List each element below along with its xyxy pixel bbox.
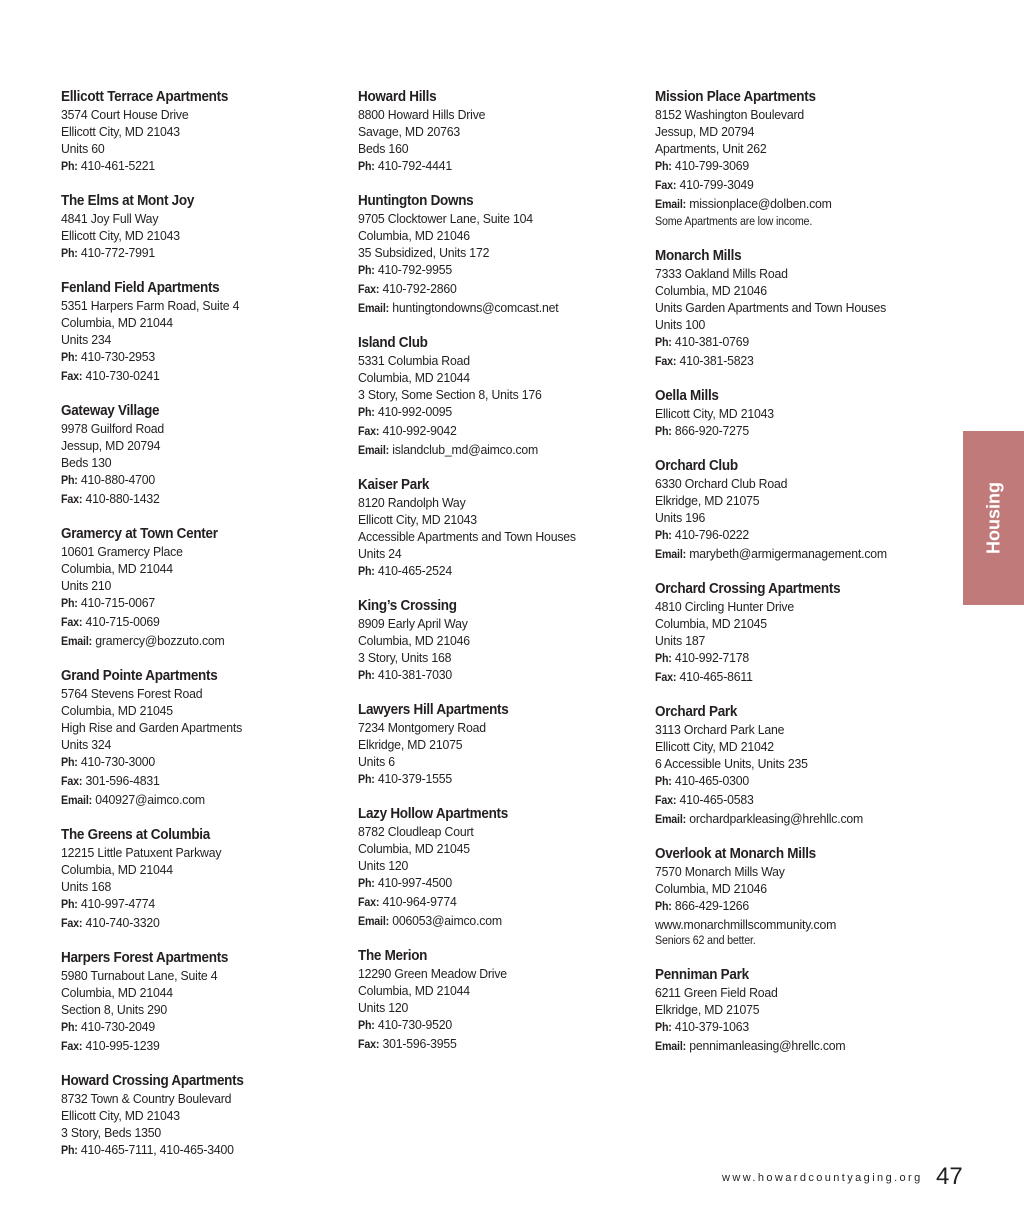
listing-detail-line: Beds 160 — [358, 141, 409, 156]
contact-value: missionplace@dolben.com — [689, 196, 832, 211]
contact-value: 410-997-4500 — [377, 875, 453, 890]
listing-contact-line — [655, 195, 906, 214]
listing-detail-line: 8120 Randolph Way — [358, 495, 466, 510]
contact-label: Fax: — [61, 494, 83, 506]
contact-label: Ph: — [655, 530, 672, 542]
listing-detail-line: 3113 Orchard Park Lane — [655, 722, 785, 737]
listing-entry — [61, 827, 341, 933]
listing-detail-line: 6 Accessible Units, Units 235 — [655, 756, 808, 771]
listing-entry — [61, 668, 341, 810]
listing-detail-line: Seniors 62 and better. — [655, 935, 756, 947]
listing-detail-line: 8152 Washington Boulevard — [655, 107, 804, 122]
listing-contact-line — [61, 594, 321, 613]
listing-contact-line — [61, 244, 321, 263]
contact-label: Email: — [655, 549, 686, 561]
listing-name: Huntington Downs — [358, 193, 474, 209]
listing-contact-line — [61, 895, 321, 914]
listing-name: Lazy Hollow Apartments — [358, 806, 508, 822]
listing-detail-line: Columbia, MD 21044 — [61, 862, 173, 877]
listing-name: Orchard Park — [655, 704, 738, 720]
listing-detail-line: Columbia, MD 21046 — [358, 228, 470, 243]
listing-contact-line — [655, 157, 906, 176]
listing-detail-line: Elkridge, MD 21075 — [655, 493, 760, 508]
listing-name: Penniman Park — [655, 967, 749, 983]
listing-detail-line: Elkridge, MD 21075 — [655, 1002, 760, 1017]
listing-contact-line — [358, 912, 618, 931]
contact-label: Fax: — [655, 795, 677, 807]
contact-value: 410-992-9042 — [382, 423, 457, 438]
contact-value: 410-465-0300 — [674, 773, 750, 788]
listing-detail-line: Accessible Apartments and Town Houses — [358, 529, 576, 544]
contact-label: Fax: — [358, 426, 380, 438]
listing-contact-line — [358, 280, 618, 299]
listing-contact-line — [61, 613, 321, 632]
listing-entry — [61, 403, 341, 509]
contact-value: 040927@aimco.com — [95, 792, 205, 807]
listing-detail-line: 3 Story, Units 168 — [358, 650, 452, 665]
listing-entry — [61, 89, 341, 176]
contact-value: 301-596-3955 — [382, 1036, 457, 1051]
listing-detail-line: 9705 Clocktower Lane, Suite 104 — [358, 211, 533, 226]
contact-value: 410-465-0583 — [679, 792, 754, 807]
contact-value: 410-880-4700 — [80, 472, 156, 487]
contact-label: Ph: — [61, 1022, 78, 1034]
contact-label: Fax: — [61, 1041, 83, 1053]
listing-detail-line: 6330 Orchard Club Road — [655, 476, 788, 491]
listing-contact-line — [61, 1037, 321, 1056]
contact-label: Ph: — [358, 566, 375, 578]
listing-detail-line: Columbia, MD 21045 — [655, 616, 767, 631]
listing-detail-line: Units 120 — [358, 858, 409, 873]
contact-value: 410-799-3069 — [674, 158, 750, 173]
listing-name: The Greens at Columbia — [61, 827, 210, 843]
listing-detail-line: Units 210 — [61, 578, 112, 593]
listing-detail-line: 7333 Oakland Mills Road — [655, 266, 788, 281]
listing-entry — [358, 948, 638, 1054]
contact-label: Email: — [655, 199, 686, 211]
listing-detail-line: Beds 130 — [61, 455, 112, 470]
listing-detail-line: Savage, MD 20763 — [358, 124, 461, 139]
contact-value: 410-461-5221 — [80, 158, 156, 173]
page-number: 47 — [936, 1163, 963, 1190]
contact-label: Fax: — [61, 776, 83, 788]
listing-detail-line: 5764 Stevens Forest Road — [61, 686, 203, 701]
listing-detail-line: 10601 Gramercy Place — [61, 544, 183, 559]
contact-value: 410-992-7178 — [674, 650, 750, 665]
listing-contact-line — [61, 348, 321, 367]
listing-contact-line — [655, 333, 906, 352]
listing-detail-line: Columbia, MD 21046 — [655, 881, 767, 896]
contact-label: Email: — [358, 916, 389, 928]
listing-contact-line — [358, 562, 618, 581]
listing-contact-line — [61, 914, 321, 933]
contact-label: Email: — [61, 636, 92, 648]
listing-name: Grand Pointe Apartments — [61, 668, 218, 684]
contact-label: Ph: — [61, 248, 78, 260]
listing-contact-line — [358, 441, 618, 460]
listing-entry — [358, 806, 638, 931]
section-tab-housing — [963, 431, 1024, 605]
contact-value: 410-792-4441 — [377, 158, 453, 173]
contact-label: Fax: — [358, 897, 380, 909]
contact-label: Ph: — [655, 426, 672, 438]
contact-value: gramercy@bozzuto.com — [95, 633, 225, 648]
listing-detail-line: 4810 Circling Hunter Drive — [655, 599, 794, 614]
listing-detail-line: Ellicott City, MD 21042 — [655, 739, 774, 754]
contact-label: Ph: — [655, 1022, 672, 1034]
listing-entry — [655, 89, 925, 231]
contact-label: Ph: — [655, 776, 672, 788]
contact-value: 410-796-0222 — [674, 527, 750, 542]
listing-detail-line: Columbia, MD 21045 — [61, 703, 173, 718]
contact-value: 410-995-1239 — [85, 1038, 160, 1053]
listing-name: Harpers Forest Apartments — [61, 950, 229, 966]
listing-detail-line: 3 Story, Some Section 8, Units 176 — [358, 387, 542, 402]
contact-label: Ph: — [358, 265, 375, 277]
listing-entry — [358, 598, 638, 685]
listing-detail-line: Columbia, MD 21044 — [358, 370, 470, 385]
listing-contact-line — [61, 753, 321, 772]
listing-contact-line — [655, 352, 906, 371]
listing-entry — [655, 388, 925, 441]
listing-detail-line: 8732 Town & Country Boulevard — [61, 1091, 232, 1106]
listing-entry — [61, 280, 341, 386]
listing-contact-line — [61, 367, 321, 386]
listing-detail-line: Elkridge, MD 21075 — [358, 737, 463, 752]
listing-detail-line: 12215 Little Patuxent Parkway — [61, 845, 222, 860]
contact-label: Fax: — [358, 284, 380, 296]
listing-name: Orchard Crossing Apartments — [655, 581, 841, 597]
contact-label: Ph: — [61, 899, 78, 911]
listing-contact-line — [61, 157, 321, 176]
listing-detail-line: 8909 Early April Way — [358, 616, 468, 631]
listing-contact-line — [655, 1018, 906, 1037]
contact-value: 410-465-2524 — [377, 563, 453, 578]
contact-value: 006053@aimco.com — [392, 913, 502, 928]
listing-detail-line: Jessup, MD 20794 — [655, 124, 755, 139]
listing-entry — [655, 704, 925, 829]
listing-detail-line: Columbia, MD 21046 — [358, 633, 470, 648]
listing-contact-line — [358, 157, 618, 176]
listing-entry — [358, 89, 638, 176]
listing-detail-line: Ellicott City, MD 21043 — [358, 512, 477, 527]
listing-contact-line — [358, 1016, 618, 1035]
listing-detail-line: 12290 Green Meadow Drive — [358, 966, 507, 981]
contact-value: 410-381-5823 — [679, 353, 754, 368]
listing-detail-line: www.monarchmillscommunity.com — [655, 917, 837, 932]
contact-label: Email: — [358, 445, 389, 457]
listing-contact-line — [358, 422, 618, 441]
listing-detail-line: Apartments, Unit 262 — [655, 141, 767, 156]
listing-contact-line — [655, 1037, 906, 1056]
contact-value: 410-379-1063 — [674, 1019, 750, 1034]
contact-label: Ph: — [655, 901, 672, 913]
contact-value: orchardparkleasing@hrehllc.com — [689, 811, 864, 826]
contact-value: 410-465-8611 — [679, 669, 753, 684]
listing-detail-line: 6211 Green Field Road — [655, 985, 778, 1000]
listing-name: Lawyers Hill Apartments — [358, 702, 509, 718]
listing-detail-line: Columbia, MD 21044 — [61, 315, 173, 330]
contact-label: Fax: — [61, 918, 83, 930]
contact-label: Email: — [655, 814, 686, 826]
contact-value: 410-730-2953 — [80, 349, 156, 364]
contact-label: Fax: — [655, 180, 677, 192]
listing-detail-line: Units 187 — [655, 633, 706, 648]
listing-contact-line — [61, 632, 321, 651]
listing-detail-line: Columbia, MD 21046 — [655, 283, 767, 298]
listing-column-1 — [61, 89, 341, 1177]
listing-detail-line: 8800 Howard Hills Drive — [358, 107, 486, 122]
listing-contact-line — [358, 261, 618, 280]
listing-entry — [358, 335, 638, 460]
listing-detail-line: Units 6 — [358, 754, 395, 769]
contact-value: 410-715-0067 — [80, 595, 156, 610]
listing-detail-line: Ellicott City, MD 21043 — [61, 124, 180, 139]
listing-contact-line — [655, 176, 906, 195]
contact-label: Fax: — [61, 617, 83, 629]
listing-name: Howard Hills — [358, 89, 437, 105]
listing-contact-line — [358, 403, 618, 422]
listing-detail-line: Units 196 — [655, 510, 706, 525]
listing-detail-line: 7570 Monarch Mills Way — [655, 864, 785, 879]
contact-value: 866-920-7275 — [674, 423, 750, 438]
listing-detail-line: Units 168 — [61, 879, 112, 894]
listing-name: Oella Mills — [655, 388, 719, 404]
contact-value: 410-465-7111, 410-465-3400 — [80, 1142, 234, 1157]
listing-contact-line — [655, 668, 906, 687]
listing-contact-line — [358, 299, 618, 318]
contact-value: 410-730-3000 — [80, 754, 156, 769]
contact-label: Email: — [655, 1041, 686, 1053]
contact-label: Fax: — [655, 672, 677, 684]
listing-detail-line: 9978 Guilford Road — [61, 421, 165, 436]
contact-value: islandclub_md@aimco.com — [392, 442, 539, 457]
listing-detail-line: Ellicott City, MD 21043 — [61, 1108, 180, 1123]
listing-detail-line: Columbia, MD 21045 — [358, 841, 470, 856]
listing-contact-line — [358, 874, 618, 893]
listing-name: Mission Place Apartments — [655, 89, 816, 105]
listing-detail-line: 5351 Harpers Farm Road, Suite 4 — [61, 298, 240, 313]
listing-contact-line — [655, 422, 906, 441]
listing-detail-line: 3574 Court House Drive — [61, 107, 189, 122]
listing-entry — [655, 581, 925, 687]
listing-contact-line — [358, 893, 618, 912]
contact-label: Ph: — [358, 878, 375, 890]
listing-name: Monarch Mills — [655, 248, 742, 264]
listing-detail-line: 3 Story, Beds 1350 — [61, 1125, 162, 1140]
contact-value: 410-997-4774 — [80, 896, 156, 911]
contact-label: Fax: — [61, 371, 83, 383]
listing-entry — [655, 458, 925, 564]
listing-contact-line — [358, 1035, 618, 1054]
contact-value: 410-715-0069 — [85, 614, 160, 629]
contact-label: Ph: — [61, 161, 78, 173]
contact-label: Email: — [61, 795, 92, 807]
listing-name: Fenland Field Apartments — [61, 280, 220, 296]
contact-label: Ph: — [61, 475, 78, 487]
listing-contact-line — [655, 772, 906, 791]
contact-value: 410-964-9774 — [382, 894, 457, 909]
listing-contact-line — [655, 545, 906, 564]
listing-entry — [655, 248, 925, 371]
listing-entry — [61, 526, 341, 651]
listing-entry — [61, 193, 341, 263]
contact-label: Fax: — [655, 356, 677, 368]
contact-label: Ph: — [358, 161, 375, 173]
listing-detail-line: 4841 Joy Full Way — [61, 211, 159, 226]
contact-label: Ph: — [61, 757, 78, 769]
contact-label: Ph: — [358, 670, 375, 682]
listing-entry — [61, 950, 341, 1056]
contact-label: Ph: — [61, 352, 78, 364]
contact-value: 410-379-1555 — [377, 771, 453, 786]
listing-detail-line: Units 100 — [655, 317, 706, 332]
listing-contact-line — [655, 810, 906, 829]
listing-entry — [61, 1073, 341, 1160]
listing-contact-line — [655, 649, 906, 668]
listing-contact-line — [61, 1018, 321, 1037]
listing-detail-line: Some Apartments are low income. — [655, 216, 813, 228]
listing-name: Overlook at Monarch Mills — [655, 846, 816, 862]
contact-value: 410-730-9520 — [377, 1017, 453, 1032]
contact-label: Ph: — [61, 1145, 78, 1157]
listing-name: Kaiser Park — [358, 477, 430, 493]
section-tab-label: Housing — [983, 482, 1003, 554]
listing-name: The Merion — [358, 948, 428, 964]
listing-entry — [358, 702, 638, 789]
listing-contact-line — [655, 791, 906, 810]
listing-detail-line: Columbia, MD 21044 — [61, 561, 173, 576]
contact-value: 301-596-4831 — [85, 773, 160, 788]
listing-name: Island Club — [358, 335, 428, 351]
footer-website-url: www.howardcountyaging.org — [722, 1172, 923, 1184]
contact-label: Ph: — [358, 774, 375, 786]
listing-contact-line — [61, 772, 321, 791]
contact-value: 410-730-2049 — [80, 1019, 156, 1034]
contact-value: 410-730-0241 — [85, 368, 160, 383]
contact-value: 410-792-9955 — [377, 262, 453, 277]
contact-value: 410-799-3049 — [679, 177, 754, 192]
listing-detail-line: Ellicott City, MD 21043 — [655, 406, 774, 421]
listing-contact-line — [61, 1141, 321, 1160]
contact-value: huntingtondowns@comcast.net — [392, 300, 559, 315]
listing-detail-line: 8782 Cloudleap Court — [358, 824, 474, 839]
contact-label: Ph: — [358, 1020, 375, 1032]
contact-label: Email: — [358, 303, 389, 315]
listing-contact-line — [61, 490, 321, 509]
listing-detail-line: High Rise and Garden Apartments — [61, 720, 243, 735]
listing-contact-line — [655, 897, 906, 916]
listing-detail-line: 5331 Columbia Road — [358, 353, 470, 368]
contact-value: 866-429-1266 — [674, 898, 750, 913]
contact-value: 410-880-1432 — [85, 491, 160, 506]
listing-detail-line: Columbia, MD 21044 — [358, 983, 470, 998]
listing-contact-line — [61, 791, 321, 810]
listing-detail-line: 7234 Montgomery Road — [358, 720, 486, 735]
contact-value: 410-381-0769 — [674, 334, 750, 349]
listing-detail-line: Units 120 — [358, 1000, 409, 1015]
listing-name: The Elms at Mont Joy — [61, 193, 195, 209]
contact-label: Ph: — [358, 407, 375, 419]
listing-detail-line: Units 234 — [61, 332, 112, 347]
contact-label: Ph: — [655, 337, 672, 349]
listing-detail-line: Jessup, MD 20794 — [61, 438, 161, 453]
listing-name: Howard Crossing Apartments — [61, 1073, 244, 1089]
listing-detail-line: Section 8, Units 290 — [61, 1002, 168, 1017]
listing-detail-line: Units 24 — [358, 546, 402, 561]
contact-value: 410-992-0095 — [377, 404, 453, 419]
listing-contact-line — [655, 526, 906, 545]
contact-value: marybeth@armigermanagement.com — [689, 546, 887, 561]
listing-detail-line: Columbia, MD 21044 — [61, 985, 173, 1000]
listing-detail-line: 35 Subsidized, Units 172 — [358, 245, 490, 260]
listing-detail-line: Units 324 — [61, 737, 112, 752]
listing-name: Ellicott Terrace Apartments — [61, 89, 229, 105]
contact-label: Ph: — [655, 653, 672, 665]
contact-value: pennimanleasing@hrellc.com — [689, 1038, 846, 1053]
contact-value: 410-381-7030 — [377, 667, 453, 682]
contact-value: 410-792-2860 — [382, 281, 457, 296]
contact-label: Fax: — [358, 1039, 380, 1051]
listing-contact-line — [358, 770, 618, 789]
listing-contact-line — [358, 666, 618, 685]
contact-value: 410-740-3320 — [85, 915, 160, 930]
listing-entry — [358, 193, 638, 318]
listing-contact-line — [61, 471, 321, 490]
listing-detail-line: 5980 Turnabout Lane, Suite 4 — [61, 968, 218, 983]
contact-label: Ph: — [61, 598, 78, 610]
contact-value: 410-772-7991 — [80, 245, 156, 260]
listing-entry — [655, 846, 925, 950]
listing-entry — [655, 967, 925, 1056]
listing-name: Orchard Club — [655, 458, 738, 474]
listing-entry — [358, 477, 638, 581]
listing-column-2 — [358, 89, 638, 1071]
listing-name: Gramercy at Town Center — [61, 526, 218, 542]
listing-name: Gateway Village — [61, 403, 160, 419]
listing-column-3 — [655, 89, 925, 1073]
contact-label: Ph: — [655, 161, 672, 173]
listing-detail-line: Ellicott City, MD 21043 — [61, 228, 180, 243]
listing-detail-line: Units Garden Apartments and Town Houses — [655, 300, 887, 315]
listing-name: King’s Crossing — [358, 598, 457, 614]
listing-detail-line: Units 60 — [61, 141, 105, 156]
